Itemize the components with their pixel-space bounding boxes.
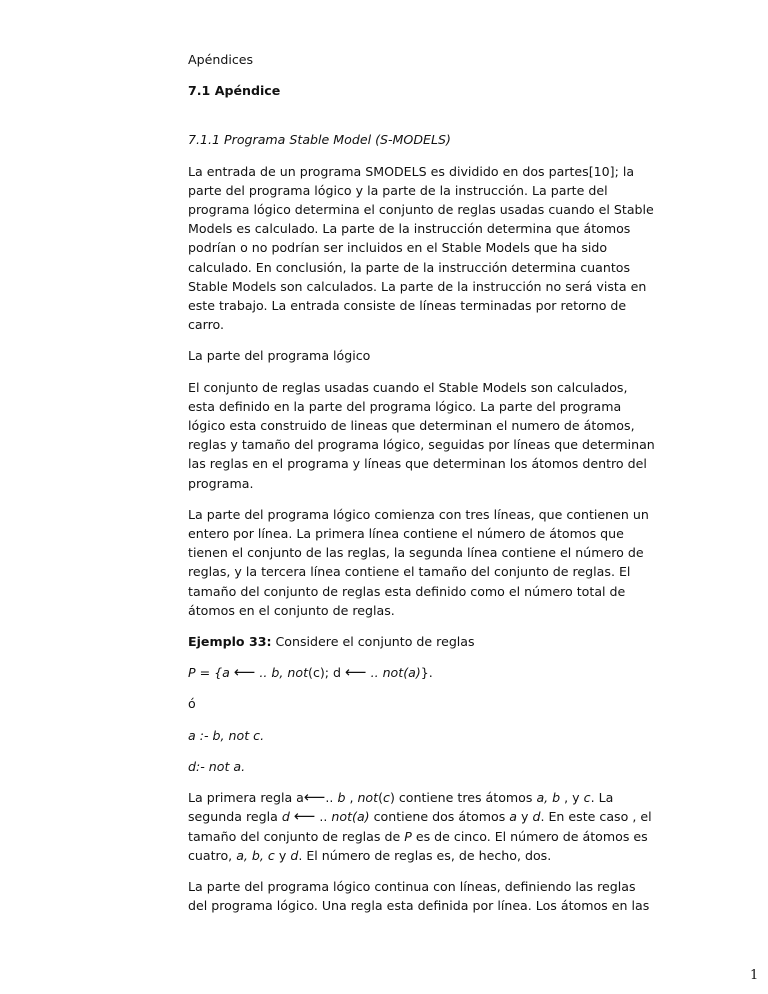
text-run: ( [378, 790, 383, 806]
arrow-symbol: ⟵ [233, 663, 256, 682]
rule-1: a :- b, not c. [188, 727, 265, 743]
text-run: a, b, c [236, 847, 275, 863]
example-text: Considere el conjunto de reglas [271, 634, 475, 650]
text-run: a, b [536, 790, 561, 806]
section-title: 7.1 Apéndice [188, 83, 281, 99]
text-run: c [583, 790, 591, 806]
text-run: not(a) [331, 809, 370, 825]
text-run: , y [560, 790, 584, 806]
page-number: 1 [750, 968, 759, 983]
paragraph-2: El conjunto de reglas usadas cuando el Stable Models son calculados, esta definido en la parte del programa lógico. La parte del programa lógico esta construido de lineas que determinan el numero de átomos, reglas y tamaño del programa lógico, seguidas por líneas que determinan las reglas en el programa y líneas que determinan los átomos dentro del programa. [188, 379, 655, 491]
formula-part: .. b, not [255, 665, 309, 681]
text-run: es de cinco. El número de átomos es cuatro, [188, 828, 648, 863]
text-run: , [345, 790, 358, 806]
text-run: d [290, 847, 299, 863]
paragraph-5: La parte del programa lógico continua con líneas, definiendo las reglas del programa lógico. Una regla esta definida por línea. Los átomos en las [188, 878, 650, 914]
paragraph-4 [188, 788, 658, 865]
text-run: y [274, 847, 291, 863]
formula-line [188, 663, 658, 682]
paragraph-3: La parte del programa lógico comienza con tres líneas, que contienen un entero por línea. La primera línea contiene el número de átomos que tienen el conjunto de las reglas, la segunda línea contiene el número de reglas, y la tercera línea contiene el tamaño del conjunto de reglas. El tamaño del conjunto de reglas esta definido como el número total de átomos en el conjunto de reglas. [188, 506, 649, 618]
formula-part: (c); d [308, 665, 346, 681]
paragraph-1: La entrada de un programa SMODELS es dividido en dos partes[10]; la parte del programa lógico y la parte de la instrucción. La parte del programa lógico determina el conjunto de reglas usadas cuando el Stable Models es calculado. La parte de la instrucción determina que átomos podrían o no podrían ser incluidos en el Stable Models que ha sido calculado. En conclusión, la parte de la instrucción determina cuantos Stable Models son calculados. La parte de la instrucción no será vista en este trabajo. La entrada consiste de líneas terminadas por retorno de carro. [188, 163, 654, 333]
text-run: d [532, 809, 541, 825]
text-run: ) contiene tres átomos [389, 790, 537, 806]
text-run: . El número de reglas es, de hecho, dos. [298, 847, 552, 863]
paragraph-heading: La parte del programa lógico [188, 348, 371, 364]
arrow-symbol: ⟵ [293, 807, 316, 826]
text-run: . En este caso , el tamaño del conjunto de reglas de [188, 809, 652, 844]
formula-part: P = {a [188, 665, 234, 681]
text-run: contiene dos átomos [369, 809, 510, 825]
text-run: a [509, 809, 517, 825]
rule-2: d:- not a. [188, 758, 246, 774]
text-run: La primera regla a [188, 790, 304, 806]
text-run: d [281, 809, 290, 825]
text-run: b [337, 790, 346, 806]
text-run: . La segunda regla [188, 790, 614, 825]
page-content [188, 50, 658, 927]
text-run: y [517, 809, 533, 825]
arrow-symbol: ⟵ [303, 788, 326, 807]
text-run: .. [315, 809, 332, 825]
text-run: P [404, 828, 412, 844]
text-run: not [357, 790, 379, 806]
or-line: ó [188, 696, 196, 712]
text-run: .. [325, 790, 338, 806]
example-label: Ejemplo 33: [188, 634, 272, 650]
formula-part: }. [420, 665, 433, 681]
arrow-symbol: ⟵ [345, 663, 367, 682]
running-header: Apéndices [188, 52, 254, 67]
example-line [188, 632, 658, 651]
subsection-title: 7.1.1 Programa Stable Model (S-MODELS) [188, 132, 451, 148]
text-run: c [383, 790, 390, 806]
formula-part: .. not(a) [366, 665, 421, 681]
